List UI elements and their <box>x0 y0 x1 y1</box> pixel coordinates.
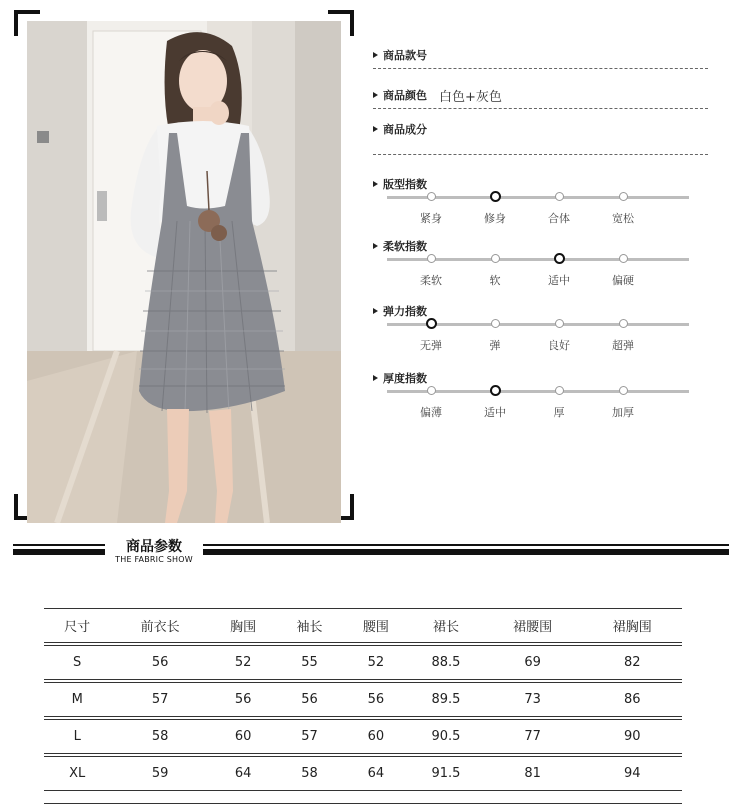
bullet-triangle-icon <box>373 243 378 249</box>
index-marker <box>427 386 436 395</box>
section-subtitle: THE FABRIC SHOW <box>115 555 193 564</box>
table-cell: 56 <box>210 683 276 717</box>
index-marker <box>555 192 564 201</box>
section-rule-right <box>203 544 729 555</box>
table-cell: 52 <box>343 646 409 680</box>
dotted-divider <box>373 108 708 109</box>
index-option-label: 加厚 <box>612 406 634 419</box>
index-marker-selected <box>426 318 437 329</box>
table-cell: 88.5 <box>409 646 483 680</box>
bullet-triangle-icon <box>373 375 378 381</box>
index-option-label: 软 <box>489 274 501 287</box>
index-marker <box>427 254 436 263</box>
bullet-triangle-icon <box>373 308 378 314</box>
size-table-header-row <box>44 609 682 643</box>
table-cell: 64 <box>210 757 276 791</box>
index-option-label: 弹 <box>489 339 501 352</box>
header-bust: 胸围 <box>210 609 276 643</box>
index-marker <box>427 192 436 201</box>
index-option-label: 偏硬 <box>612 274 634 287</box>
table-row <box>44 757 682 791</box>
section-rule-left <box>13 544 105 555</box>
dotted-divider <box>373 154 708 155</box>
table-row <box>44 683 682 717</box>
table-cell: 57 <box>110 683 210 717</box>
attr-color-value: 白色+灰色 <box>439 89 502 105</box>
table-cell: 91.5 <box>409 757 483 791</box>
size-table <box>44 608 682 791</box>
product-photo-frame <box>14 10 354 520</box>
attr-color <box>373 86 708 109</box>
table-cell: 73 <box>483 683 583 717</box>
table-cell: 81 <box>483 757 583 791</box>
index-block <box>373 238 693 294</box>
index-label: 柔软指数 <box>383 240 427 253</box>
table-cell: 90 <box>582 720 682 754</box>
index-marker-selected <box>490 191 501 202</box>
index-marker-selected <box>554 253 565 264</box>
header-skirt-length: 裙长 <box>409 609 483 643</box>
table-cell: 56 <box>276 683 342 717</box>
dotted-divider <box>373 68 708 69</box>
index-option-label: 宽松 <box>612 212 634 225</box>
header-skirt-bust: 裙胸围 <box>582 609 682 643</box>
index-option-label: 修身 <box>484 212 506 225</box>
table-cell: 77 <box>483 720 583 754</box>
header-sleeve: 袖长 <box>276 609 342 643</box>
table-cell: 57 <box>276 720 342 754</box>
table-cell: L <box>44 720 110 754</box>
index-label-row <box>373 238 693 254</box>
index-label: 厚度指数 <box>383 372 427 385</box>
index-label-row <box>373 176 693 192</box>
table-cell: 64 <box>343 757 409 791</box>
index-marker <box>619 386 628 395</box>
index-marker <box>555 386 564 395</box>
attr-style-no-label: 商品款号 <box>383 49 427 62</box>
index-option-label: 无弹 <box>420 339 442 352</box>
index-marker <box>619 254 628 263</box>
index-marker <box>619 192 628 201</box>
bullet-triangle-icon <box>373 181 378 187</box>
table-row <box>44 646 682 680</box>
index-option-label: 厚 <box>553 406 565 419</box>
index-option-label: 良好 <box>548 339 570 352</box>
index-label: 弹力指数 <box>383 305 427 318</box>
table-cell: 86 <box>582 683 682 717</box>
table-cell: S <box>44 646 110 680</box>
table-cell: 90.5 <box>409 720 483 754</box>
table-cell: M <box>44 683 110 717</box>
header-front-length: 前衣长 <box>110 609 210 643</box>
header-size: 尺寸 <box>44 609 110 643</box>
attr-composition-label: 商品成分 <box>383 123 427 136</box>
bullet-triangle-icon <box>373 126 378 132</box>
index-block <box>373 370 693 426</box>
table-cell: 94 <box>582 757 682 791</box>
table-cell: 89.5 <box>409 683 483 717</box>
index-block <box>373 176 693 232</box>
section-title: 商品参数 <box>126 539 182 555</box>
attr-color-label: 商品颜色 <box>383 89 427 102</box>
index-option-label: 偏薄 <box>420 406 442 419</box>
attr-style-no <box>373 46 708 69</box>
index-marker <box>619 319 628 328</box>
header-waist: 腰围 <box>343 609 409 643</box>
table-cell: 59 <box>110 757 210 791</box>
index-option-label: 合体 <box>548 212 570 225</box>
index-marker-selected <box>490 385 501 396</box>
table-cell: 52 <box>210 646 276 680</box>
bullet-triangle-icon <box>373 52 378 58</box>
index-option-label: 柔软 <box>420 274 442 287</box>
index-label-row <box>373 303 693 319</box>
table-bottom-rule <box>44 803 682 804</box>
index-marker <box>491 319 500 328</box>
attr-composition <box>373 120 708 155</box>
index-label: 版型指数 <box>383 178 427 191</box>
table-cell: 56 <box>110 646 210 680</box>
product-photo <box>27 21 341 523</box>
table-cell: 58 <box>110 720 210 754</box>
table-cell: XL <box>44 757 110 791</box>
table-cell: 58 <box>276 757 342 791</box>
header-skirt-waist: 裙腰围 <box>483 609 583 643</box>
table-cell: 82 <box>582 646 682 680</box>
index-block <box>373 303 693 359</box>
index-marker <box>491 254 500 263</box>
index-marker <box>555 319 564 328</box>
index-option-label: 适中 <box>548 274 570 287</box>
index-label-row <box>373 370 693 386</box>
table-cell: 69 <box>483 646 583 680</box>
index-option-label: 超弹 <box>612 339 634 352</box>
table-cell: 55 <box>276 646 342 680</box>
index-option-label: 紧身 <box>420 212 442 225</box>
table-cell: 60 <box>343 720 409 754</box>
table-row <box>44 720 682 754</box>
bullet-triangle-icon <box>373 92 378 98</box>
table-cell: 56 <box>343 683 409 717</box>
table-cell: 60 <box>210 720 276 754</box>
index-option-label: 适中 <box>484 406 506 419</box>
